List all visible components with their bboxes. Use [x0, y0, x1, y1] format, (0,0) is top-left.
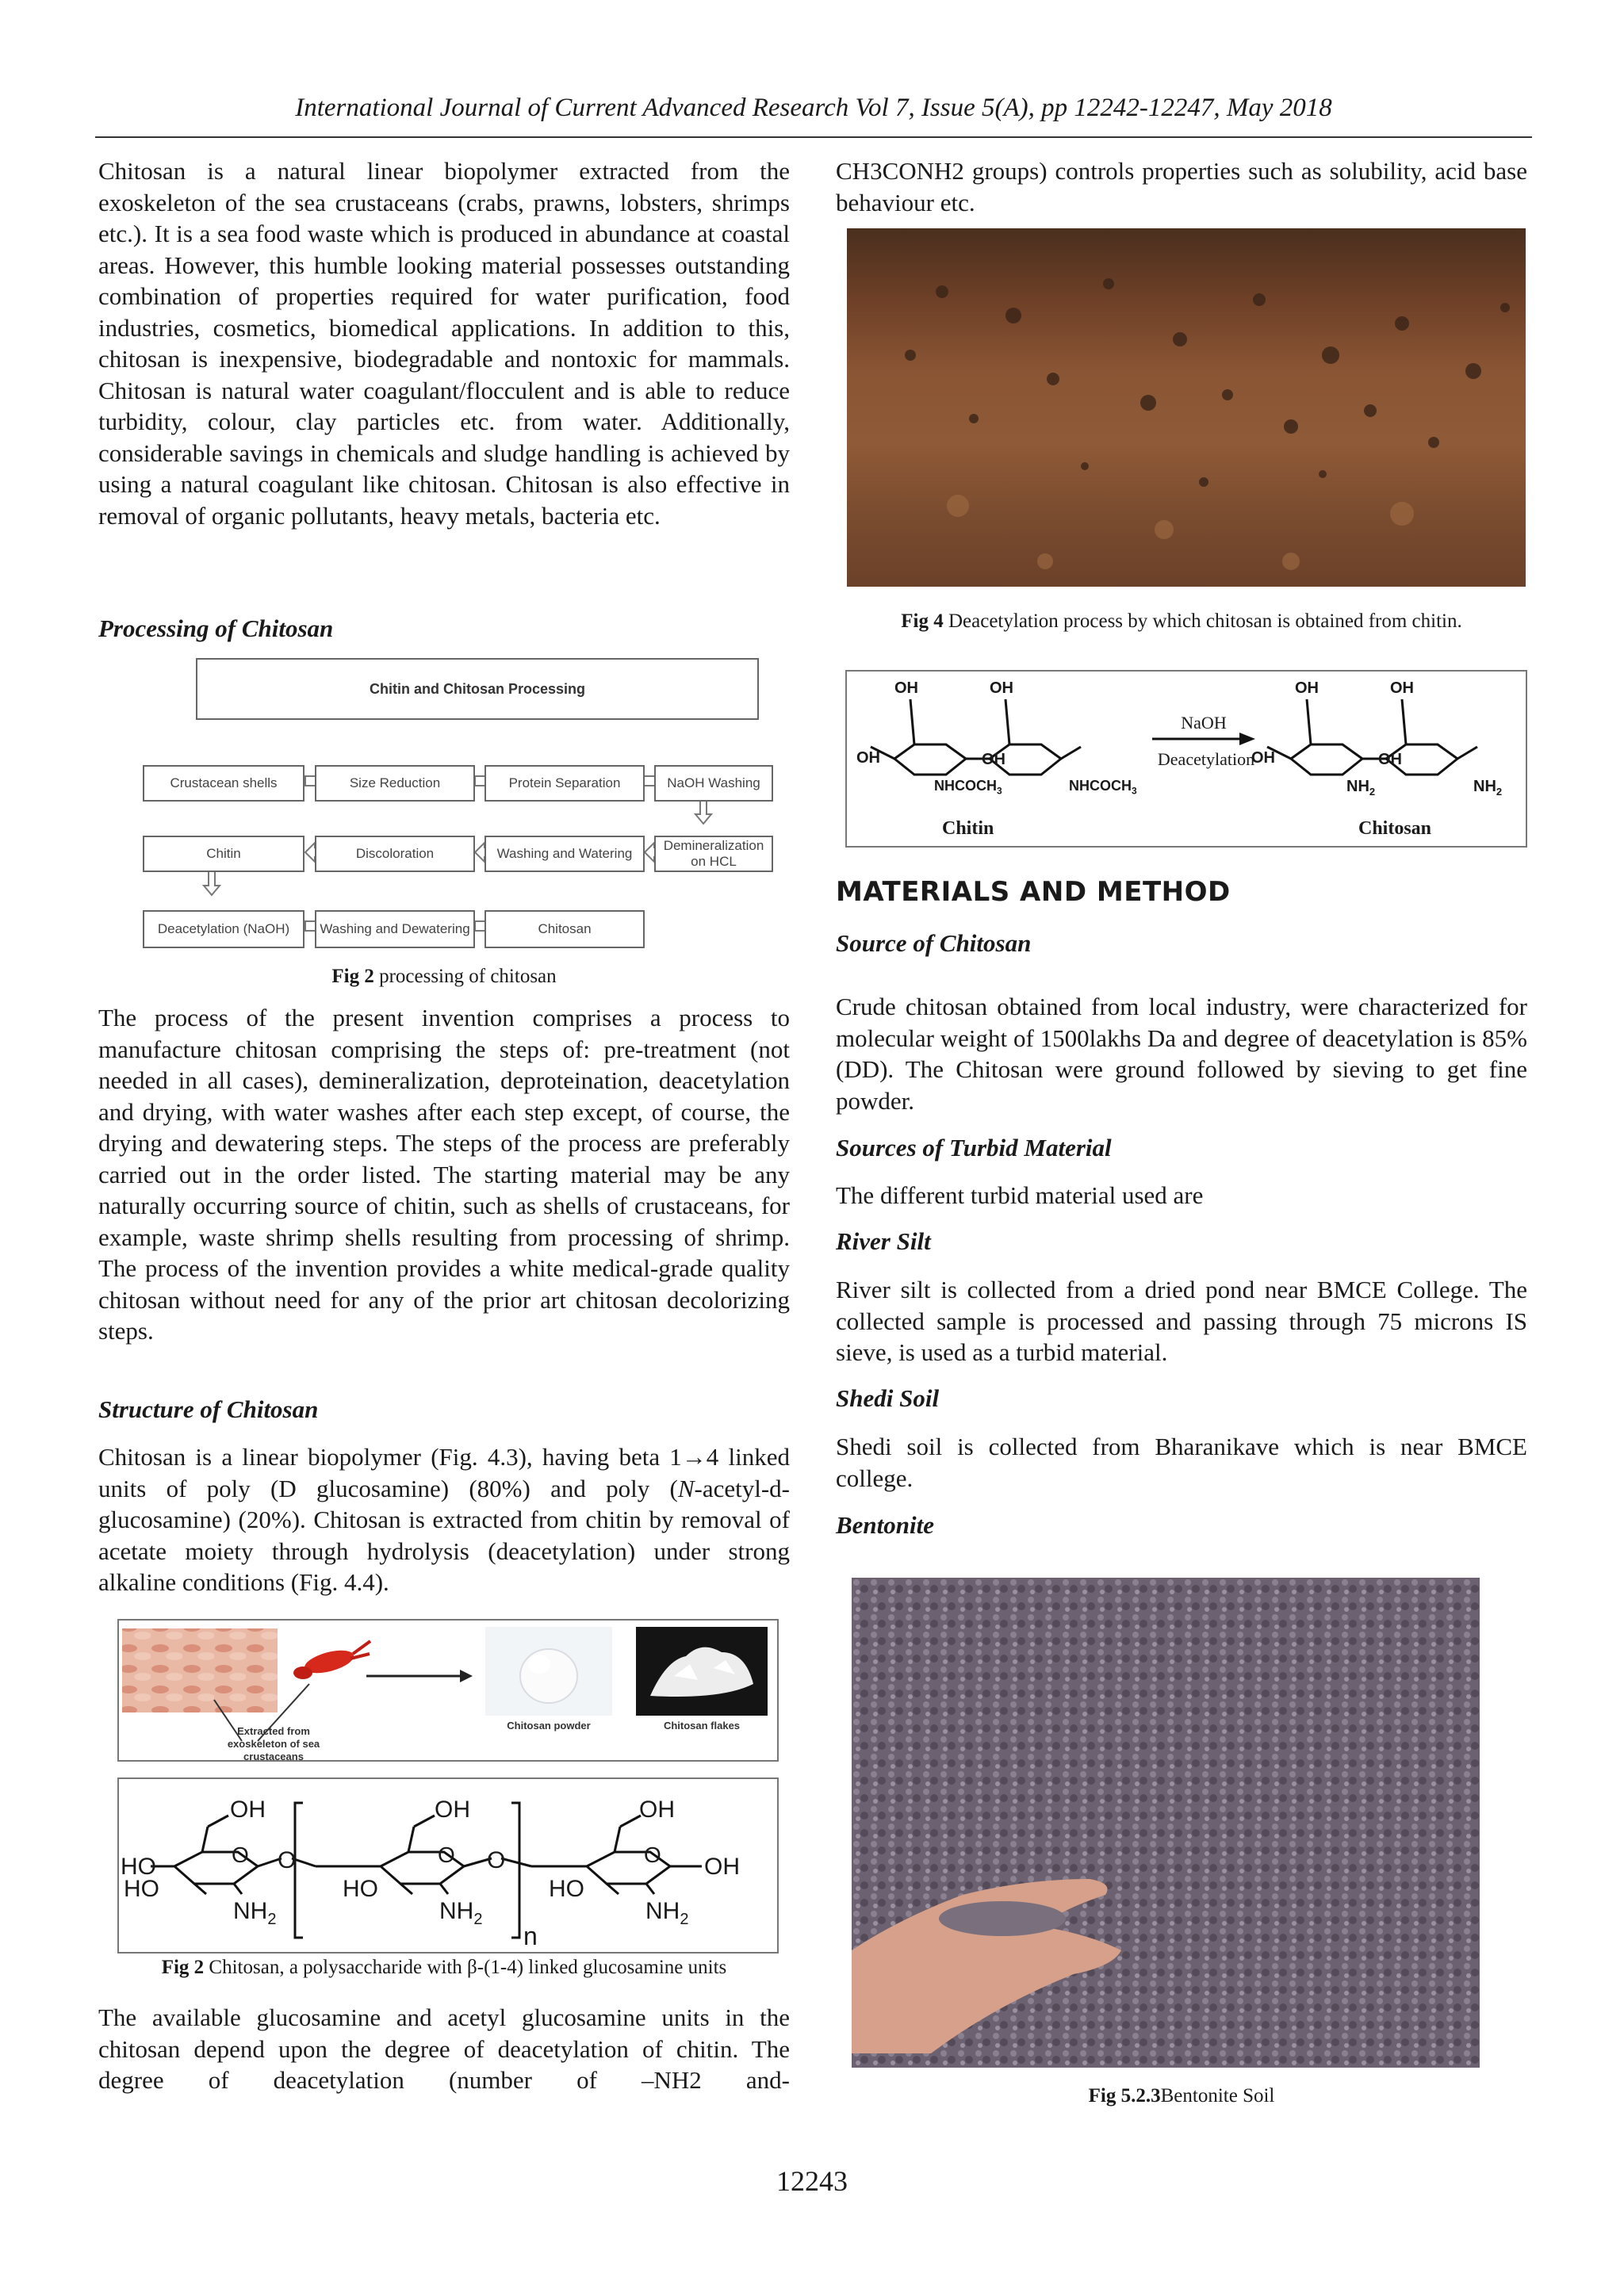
step-chitosan: Chitosan: [485, 910, 645, 948]
chitosan-source-figure: [117, 1619, 779, 1762]
arrow-down-2: [204, 871, 220, 895]
chitin-oh-1: OH: [894, 679, 918, 697]
soil-photo: [847, 228, 1526, 587]
chitosan-label: Chitosan: [1358, 818, 1432, 839]
ho-label-1: HO: [121, 1854, 156, 1880]
ho-label-2: HO: [124, 1876, 159, 1902]
journal-header: International Journal of Current Advanced Research Vol 7, Issue 5(A), pp 12242-12247, May 2018: [295, 94, 1332, 122]
source-heading: Source of Chitosan: [836, 929, 1032, 957]
link-o-1: O: [278, 1847, 297, 1873]
chitin-oh-2: OH: [990, 679, 1013, 697]
step-naoh-washing: NaOH Washing: [654, 765, 773, 802]
intro-paragraph: Chitosan is a natural linear biopolymer extracted from the exoskeleton of the sea crustaceans (crabs, prawns, lobsters, shrimps etc.). It is a sea food waste which is produced in abundance at coastal areas. However, this humble looking material possesses outstanding combination of properties required for water purification, food industries, cosmetics, biomedical applications. In addition to this, chitosan is inexpensive, biodegradable and nontoxic for mammals. Chitosan is natural water coagulant/flocculent and is able to reduce turbidity, colour, clay particles etc. from water. Additionally, considerable savings in chemicals and sludge handling is achieved by using a natural coagulant like chitosan. Chitosan is also effective in removal of organic pollutants, heavy metals, bacteria etc.: [98, 157, 790, 530]
structure-heading: Structure of Chitosan: [98, 1395, 319, 1423]
chitosan-flakes-label: Chitosan flakes: [663, 1720, 741, 1732]
nh2-label-1: $NH_2$: [233, 1898, 277, 1928]
ho-label-3: HO: [343, 1876, 378, 1902]
chitosan-powder-label: Chitosan powder: [507, 1720, 591, 1732]
process-paragraph: The process of the present invention comprises a process to manufacture chitosan comprising the steps of: pre-treatment (not needed in all cases), demineralization, deproteination, deacetylation and drying, with water washes after each step except, of course, the drying and dewatering steps. The steps of the process are preferably carried out in the order listed. The starting material may be any naturally occurring source of chitin, such as shells of crustaceans, for example, waste shrimp shells resulting from processing of shrimp. The process of the invention provides a white medical-grade quality chitosan without need for any of the prior art chitosan decolorizing steps.: [98, 1004, 790, 1345]
chitosan-nh2-1: $NH_2$: [1346, 778, 1376, 798]
repeat-n: n: [523, 1922, 538, 1950]
turbid-heading: Sources of Turbid Material: [836, 1134, 1112, 1161]
chitosan-structure-figure: [117, 1777, 779, 1954]
ring-o-1: O: [232, 1843, 249, 1867]
nh2-label-2: $NH_2$: [439, 1898, 483, 1928]
chitin-label: Chitin: [942, 818, 994, 839]
ring-o-2: O: [438, 1843, 455, 1867]
oh-terminal: OH: [704, 1854, 740, 1880]
nh2-label-3: $NH_2$: [645, 1898, 689, 1928]
oh-label-3: OH: [639, 1797, 675, 1823]
nhcoch3-1: $NHCOCH_3$: [934, 778, 1002, 797]
chitosan-oh-1: OH: [1295, 679, 1319, 697]
header-rule: [95, 136, 1532, 138]
fig523-caption: Fig 5.2.3Bentonite Soil: [1088, 2085, 1275, 2107]
extracted-label: Extracted from exoskeleton of sea crustaceans: [227, 1725, 320, 1762]
continuation-paragraph: CH3CONH2 groups) controls properties such as solubility, acid base behaviour etc.: [836, 157, 1527, 216]
deacetylation-diagram: [845, 670, 1527, 848]
chitosan-nh2-2: $NH_2$: [1473, 778, 1503, 798]
bentonite-heading: Bentonite: [836, 1511, 935, 1539]
link-o-2: O: [487, 1847, 506, 1873]
fig2a-caption: Fig 2 processing of chitosan: [331, 966, 557, 987]
nhcoch3-2: $NHCOCH_3$: [1069, 778, 1137, 797]
glucosamine-paragraph: The available glucosamine and acetyl glucosamine units in the chitosan depend upon the degree of deacetylation of chitin. The degree of deacetylation (number of –NH2 and-: [98, 2003, 790, 2094]
step-protein-separation: Protein Separation: [485, 765, 645, 802]
chitosan-oh-3: OH: [1251, 749, 1275, 767]
reaction-arrowhead: [1239, 733, 1255, 745]
step-crustacean-shells: Crustacean shells: [143, 765, 304, 802]
lobster-icon: [293, 1641, 370, 1679]
step-deacetylation: Deacetylation (NaOH): [143, 910, 304, 948]
step-washing-dewatering: Washing and Dewatering: [315, 910, 475, 948]
naoh-label: NaOH: [1181, 713, 1227, 733]
shrimp-photo: [122, 1628, 278, 1712]
oh-label-2: OH: [435, 1797, 470, 1823]
processing-flowchart: [139, 654, 773, 955]
oh-label-1: OH: [230, 1797, 266, 1823]
soil-texture: [847, 228, 1526, 587]
flowchart-title: Chitin and Chitosan Processing: [196, 658, 759, 720]
shedi-heading: Shedi Soil: [836, 1384, 940, 1412]
river-heading: River Silt: [836, 1227, 931, 1255]
structure-paragraph: Chitosan is a linear biopolymer (Fig. 4.3), having beta 1→4 linked units of poly (D glucosamine) (80%) and poly (N-acetyl-d-glucosamine) (20%). Chitosan is extracted from chitin by removal of acetate moiety through hydrolysis (deacetylation) under strong alkaline conditions (Fig. 4.4).: [98, 1443, 790, 1596]
page-number: 12243: [776, 2165, 848, 2197]
fig2b-caption: Fig 2 Chitosan, a polysaccharide with β-(1-4) linked glucosamine units: [161, 1957, 727, 1978]
shedi-paragraph: Shedi soil is collected from Bharanikave which is near BMCE college.: [836, 1433, 1527, 1492]
fig4-caption: Fig 4 Deacetylation process by which chitosan is obtained from chitin.: [901, 610, 1462, 632]
deacetylation-label: Deacetylation: [1157, 749, 1255, 769]
source-paragraph: Crude chitosan obtained from local industry, were characterized for molecular weight of 1500lakhs Da and degree of deacetylation is 85% (DD). The Chitosan were ground followed by sieving to get fine powder.: [836, 993, 1527, 1115]
chitin-oh-4: OH: [982, 751, 1005, 768]
chitosan-oh-2: OH: [1390, 679, 1414, 697]
arrow-down-1: [695, 800, 711, 824]
chitosan-oh-4: OH: [1378, 751, 1402, 768]
materials-heading: MATERIALS AND METHOD: [836, 876, 1231, 908]
step-demineralization: Demineralization on HCL: [654, 836, 773, 872]
bentonite-photo: [852, 1578, 1480, 2068]
ring-o-3: O: [644, 1843, 661, 1867]
turbid-paragraph: The different turbid material used are: [836, 1181, 1204, 1209]
processing-heading: Processing of Chitosan: [98, 614, 334, 642]
step-chitin: Chitin: [143, 836, 304, 872]
bentonite-texture: [852, 1578, 1480, 2068]
chitin-oh-3: OH: [856, 749, 880, 767]
step-washing-watering: Washing and Watering: [485, 836, 645, 872]
step-discoloration: Discoloration: [315, 836, 475, 872]
ho-label-4: HO: [549, 1876, 584, 1902]
step-size-reduction: Size Reduction: [315, 765, 475, 802]
river-paragraph: River silt is collected from a dried pond near BMCE College. The collected sample is processed and passing through 75 microns IS sieve, is used as a turbid material.: [836, 1276, 1527, 1366]
